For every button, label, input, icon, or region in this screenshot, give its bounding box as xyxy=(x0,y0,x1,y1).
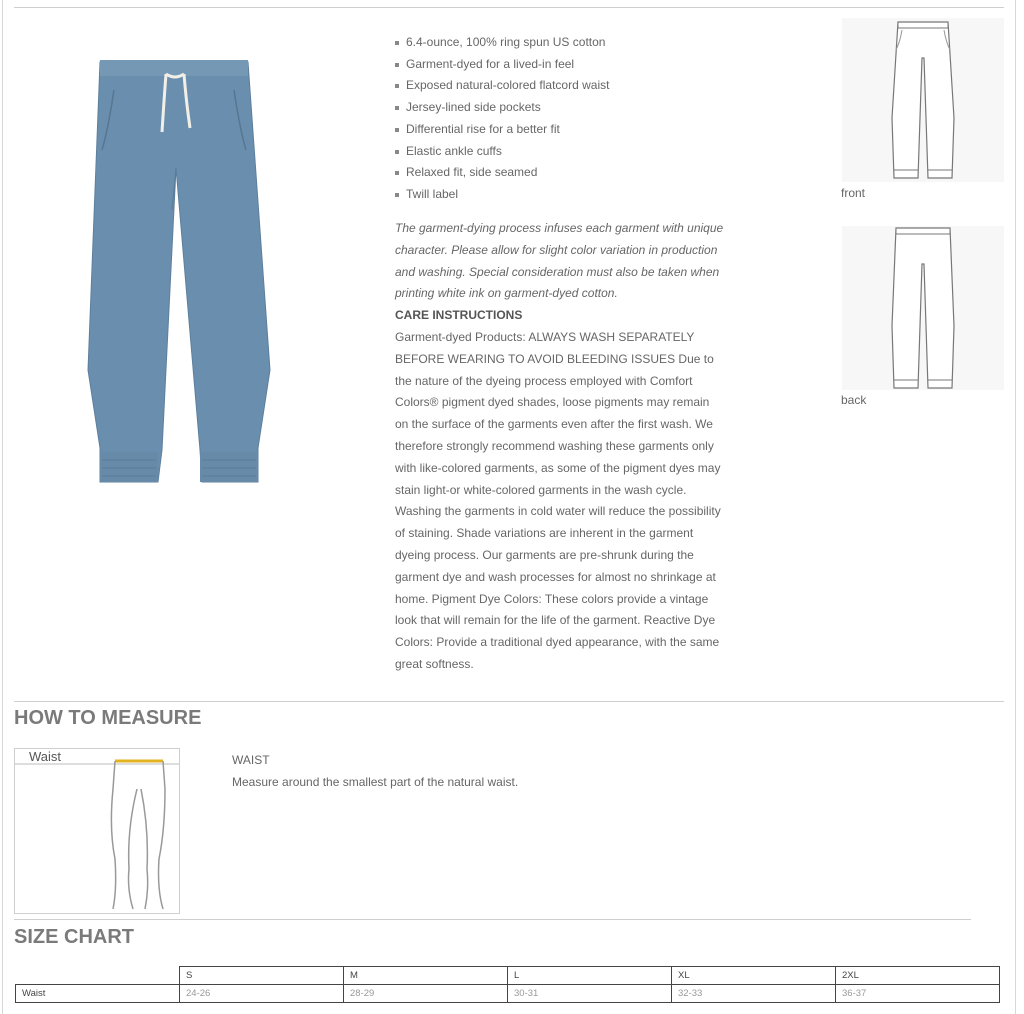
section-divider xyxy=(14,919,971,920)
size-header-xl: XL xyxy=(672,967,836,985)
feature-item: Exposed natural-colored flatcord waist xyxy=(395,75,735,97)
feature-item: Garment-dyed for a lived-in feel xyxy=(395,54,735,76)
front-flat-sketch xyxy=(842,18,1004,182)
size-value-cell: 30-31 xyxy=(508,985,672,1003)
top-divider xyxy=(14,7,1004,8)
size-chart-heading: SIZE CHART xyxy=(14,926,134,948)
page-border-right xyxy=(1015,0,1016,1014)
back-view-label: back xyxy=(841,393,867,407)
size-header-row xyxy=(16,967,1000,985)
feature-list xyxy=(395,32,735,206)
size-header-m: M xyxy=(344,967,508,985)
section-divider xyxy=(14,701,1004,702)
back-flat-sketch xyxy=(842,226,1004,390)
size-value-cell: 24-26 xyxy=(180,985,344,1003)
feature-item: Twill label xyxy=(395,184,735,206)
feature-item: Differential rise for a better fit xyxy=(395,119,735,141)
feature-item: Relaxed fit, side seamed xyxy=(395,162,735,184)
waist-measure-title: WAIST xyxy=(232,753,270,767)
feature-item: Elastic ankle cuffs xyxy=(395,141,735,163)
product-photo xyxy=(80,50,280,490)
size-value-cell: 32-33 xyxy=(672,985,836,1003)
row-label-waist: Waist xyxy=(16,985,180,1003)
size-value-cell: 28-29 xyxy=(344,985,508,1003)
page-border-left xyxy=(2,0,3,1014)
size-header-2xl: 2XL xyxy=(836,967,1000,985)
front-view-label: front xyxy=(841,186,866,200)
dye-disclaimer: The garment-dying process infuses each garment with unique character. Please allow for slight color variation in production and washing. Special consideration must also be taken when printing white ink on garment-dyed cotton. xyxy=(395,221,724,301)
size-value-cell: 36-37 xyxy=(836,985,1000,1003)
size-header-l: L xyxy=(508,967,672,985)
how-to-measure-heading: HOW TO MEASURE xyxy=(14,707,202,729)
product-description xyxy=(395,218,725,676)
care-instructions-title: CARE INSTRUCTIONS xyxy=(395,308,523,323)
care-instructions-text: Garment-dyed Products: ALWAYS WASH SEPARATELY BEFORE WEARING TO AVOID BLEEDING ISSUES Due to the nature of the dyeing process employed with Comfort Colors® pigment dyed shades, loose pigments may remain on the surface of the garments even after the first wash. We therefore strongly recommend washing these garments only with like-colored garments, as some of the pigment dyes may stain light-or white-colored garments in the wash cycle. Washing the garments in cold water will reduce the possibility of staining. Shade variations are inherent in the garment dyeing process. Our garments are pre-shrunk during the garment dye and wash processes for almost no shrinkage at home. Pigment Dye Colors: These colors provide a vintage look that will remain for the life of the garment. Reactive Dye Colors: Provide a traditional dyed appearance, with the same great softness. xyxy=(395,329,721,671)
table-row xyxy=(16,985,1000,1003)
feature-item: Jersey-lined side pockets xyxy=(395,97,735,119)
header-corner-cell xyxy=(16,967,180,985)
size-header-s: S xyxy=(180,967,344,985)
feature-item: 6.4-ounce, 100% ring spun US cotton xyxy=(395,32,735,54)
waist-measure-diagram xyxy=(14,748,180,914)
diagram-waist-label: Waist xyxy=(29,749,62,764)
waist-measure-instructions: Measure around the smallest part of the natural waist. xyxy=(232,775,519,789)
size-chart-table xyxy=(15,966,1000,1003)
